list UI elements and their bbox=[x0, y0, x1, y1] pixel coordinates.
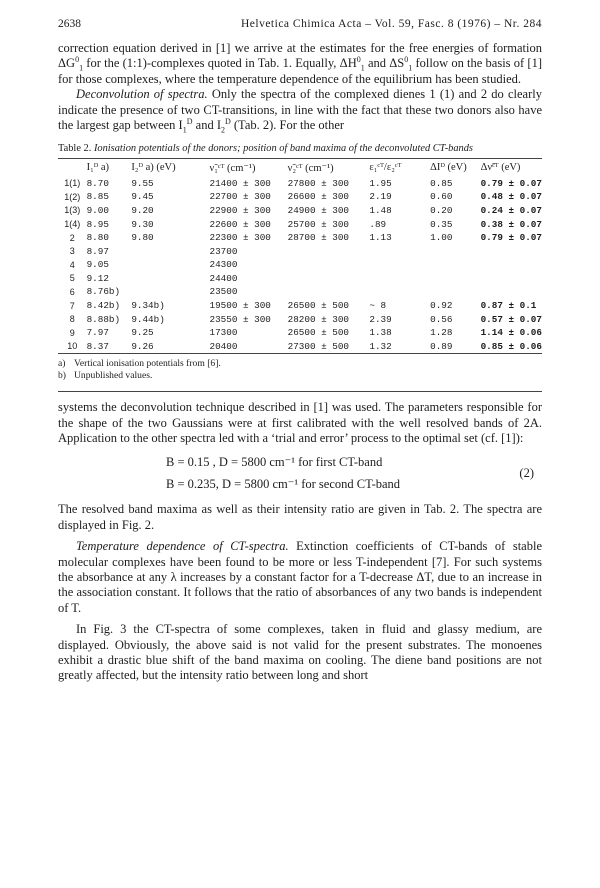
table-cell: 0.35 bbox=[430, 218, 453, 230]
table-cell: 5 bbox=[69, 273, 75, 284]
paragraph-2: Deconvolution of spectra. Only the spectra of the complexed dienes 1 (1) and 2 do clearly indicate the presence of two CT-transitions, in line with the fact that these two donors also have the largest gap between $I_1^D$ and $I_2^D$ (Tab. 2). For the other bbox=[58, 87, 542, 135]
table-cell: 2 bbox=[69, 232, 75, 243]
paragraph-6: In Fig. 3 the CT-spectra of some complexes, taken in fluid and glassy medium, are displayed. Obviously, the above said is not valid for the present substrates. The monoenes exhibit a drastic blue shift of the band maxima on cooling. The diene band positions are not greatly affected, but the intensity ratio between long and short bbox=[58, 622, 542, 683]
table-cell: 0.89 bbox=[430, 340, 453, 352]
table-cell: 1.14 ± 0.06 bbox=[480, 327, 542, 339]
table-footnotes bbox=[58, 358, 542, 382]
table-cell bbox=[288, 272, 370, 286]
table-cell: 24900 ± 300 bbox=[287, 204, 350, 216]
running-header bbox=[58, 18, 542, 34]
table-header-compound bbox=[58, 159, 87, 176]
table-cell: 26500 ± 500 bbox=[287, 327, 350, 339]
table-row bbox=[58, 299, 542, 313]
table-row bbox=[58, 217, 542, 231]
table-footnote: a) Vertical ionisation potentials from [6]. bbox=[58, 358, 221, 370]
table-cell: 9.30 bbox=[131, 218, 154, 230]
table-cell bbox=[369, 244, 430, 258]
table-2 bbox=[58, 159, 542, 353]
table-cell: 0.38 ± 0.07 bbox=[480, 218, 542, 230]
table-column-header: I₁ᴰ a) bbox=[86, 162, 110, 174]
table-cell: 9.34b) bbox=[131, 300, 165, 312]
table-cell: 2.19 bbox=[369, 191, 392, 203]
page-number: 2638 bbox=[58, 18, 81, 30]
table-cell: 8.76b) bbox=[86, 286, 121, 298]
table-cell: .89 bbox=[369, 218, 387, 230]
table-cell: 8.70 bbox=[86, 177, 109, 189]
table-cell bbox=[131, 258, 209, 272]
table-row bbox=[58, 285, 542, 299]
table-cell: 22700 ± 300 bbox=[209, 191, 271, 203]
table-cell: 17300 bbox=[209, 327, 238, 339]
table-cell: 22600 ± 300 bbox=[209, 218, 271, 230]
table-cell: 27300 ± 500 bbox=[287, 340, 350, 352]
table-header-row bbox=[58, 159, 542, 176]
table-cell: 22900 ± 300 bbox=[209, 204, 271, 216]
table-cell: 0.85 ± 0.06 bbox=[480, 340, 542, 352]
table-cell: 2.39 bbox=[369, 313, 392, 325]
paragraph-5: Temperature dependence of CT-spectra. Extinction coefficients of CT-bands of stable molecular complexes have been found to be more or less T-independent [7]. For such systems the absorbance at any λ increases by a constant factor for a T-decrease ΔT, due to an increase in the association constant. It follows that the ratio of absorbances of any two bands is independent of T. bbox=[58, 539, 542, 615]
section-heading-deconvolution: Deconvolution of spectra. bbox=[76, 87, 208, 102]
equation-line-1: B = 0.15 , D = 5800 cm⁻¹ for first CT-band bbox=[166, 455, 383, 470]
table-cell bbox=[288, 244, 370, 258]
table-row bbox=[58, 258, 542, 272]
table-column-header: ΔIᴰ (eV) bbox=[430, 162, 467, 174]
table-cell: 27800 ± 300 bbox=[287, 177, 350, 189]
table-cell bbox=[131, 285, 209, 299]
table-cell: 1.28 bbox=[430, 327, 453, 339]
table-cell: 4 bbox=[69, 259, 75, 270]
table-cell bbox=[481, 285, 542, 299]
paragraph-1: correction equation derived in [1] we arrive at the estimates for the free energies of formation $\Delta G^0_1$ for the (1:1)-complexes quoted in Tab. 1. Equally, $\Delta H^0_1$ and $\Delta S^0_1$ follow on the basis of [1] for those complexes, where the temperature dependence of the equilibrium has been studied. bbox=[58, 41, 542, 86]
table-cell: 1.95 bbox=[369, 177, 392, 189]
table-cell bbox=[288, 258, 370, 272]
table-cell: 9.25 bbox=[131, 327, 154, 339]
table-cell: 9.12 bbox=[86, 272, 109, 284]
table-cell: 9.26 bbox=[131, 340, 154, 352]
table-cell bbox=[430, 244, 480, 258]
table-row bbox=[58, 244, 542, 258]
table-cell: 1.32 bbox=[369, 340, 392, 352]
table-cell: 8.97 bbox=[86, 245, 109, 257]
table-cell: 23550 ± 300 bbox=[209, 313, 271, 325]
table-column-header: ν̃₁ᶜᵀ (cm⁻¹) bbox=[209, 162, 256, 174]
table-cell bbox=[430, 285, 480, 299]
table-cell: 0.56 bbox=[430, 313, 453, 325]
table-cell: 9.05 bbox=[86, 259, 109, 271]
table-row bbox=[58, 231, 542, 245]
table-cell: 6 bbox=[69, 286, 75, 297]
equation-number: (2) bbox=[519, 466, 534, 481]
table-cell: 3 bbox=[69, 246, 75, 257]
table-cell bbox=[481, 272, 542, 286]
table-row bbox=[58, 176, 542, 190]
table-cell bbox=[131, 272, 209, 286]
table-cell: 1.00 bbox=[430, 232, 453, 244]
table-cell: 26600 ± 300 bbox=[287, 191, 350, 203]
table-cell: 21400 ± 300 bbox=[209, 177, 271, 189]
table-cell: 7.97 bbox=[86, 327, 109, 339]
table-cell: 24400 bbox=[209, 272, 238, 284]
table-cell: 0.48 ± 0.07 bbox=[480, 191, 542, 203]
table-cell: 9.80 bbox=[131, 232, 154, 244]
table-cell: 8.42b) bbox=[86, 300, 121, 312]
table-cell: 1(1) bbox=[64, 178, 81, 189]
section-heading-temperature: Temperature dependence of CT-spectra. bbox=[76, 539, 289, 554]
table-cell: 0.79 ± 0.07 bbox=[480, 177, 542, 189]
table-cell: 7 bbox=[69, 300, 75, 311]
table-row bbox=[58, 312, 542, 326]
table-row bbox=[58, 190, 542, 204]
table-cell bbox=[288, 285, 370, 299]
table-cell: 0.92 bbox=[430, 300, 453, 312]
table-caption: Table 2. Ionisation potentials of the donors; position of band maxima of the deconvoluted CT-bands bbox=[58, 143, 473, 155]
table-cell: 1.48 bbox=[369, 204, 392, 216]
table-cell bbox=[430, 258, 480, 272]
table-row bbox=[58, 326, 542, 340]
table-cell bbox=[481, 244, 542, 258]
table-cell: 1.38 bbox=[369, 327, 392, 339]
table-cell: 8 bbox=[69, 314, 75, 325]
table-cell: 28200 ± 300 bbox=[287, 313, 350, 325]
paragraph-4: The resolved band maxima as well as their intensity ratio are given in Tab. 2. The spectra are displayed in Fig. 2. bbox=[58, 502, 542, 532]
table-cell: 8.85 bbox=[86, 191, 109, 203]
table-column-header: Δν̃ᶜᵀ (eV) bbox=[480, 162, 521, 174]
table-cell: ~ 8 bbox=[369, 300, 387, 312]
table-cell: 0.85 bbox=[430, 177, 453, 189]
table-cell bbox=[369, 285, 430, 299]
table-cell: 9.44b) bbox=[131, 313, 165, 325]
table-cell bbox=[369, 272, 430, 286]
table-cell: 1(2) bbox=[64, 191, 81, 202]
table-footnote: b) Unpublished values. bbox=[58, 370, 153, 382]
table-cell: 26500 ± 500 bbox=[287, 300, 350, 312]
equation-line-2: B = 0.235, D = 5800 cm⁻¹ for second CT-band bbox=[166, 477, 401, 492]
table-cell: 10 bbox=[67, 341, 78, 352]
table-cell: 24300 bbox=[209, 259, 238, 271]
table-cell bbox=[481, 258, 542, 272]
table-cell: 19500 ± 300 bbox=[209, 300, 271, 312]
table-cell: 0.20 bbox=[430, 204, 453, 216]
table-cell: 8.80 bbox=[86, 232, 109, 244]
table-column-header: I₂ᴰ a) (eV) bbox=[131, 162, 176, 174]
table-cell: 9.45 bbox=[131, 191, 154, 203]
table-cell: 9 bbox=[69, 327, 75, 338]
table-column-header: ε₁ᶜᵀ/ε₂ᶜᵀ bbox=[369, 162, 402, 174]
table-cell: 8.37 bbox=[86, 340, 109, 352]
paragraph-3: systems the deconvolution technique described in [1] was used. The parameters responsible for the shape of the two Gaussians were at first calibrated with the well resolved bands of 2A. Application to the other spectra led with a ‘trial and error’ process to the optimal set (cf. [1]): bbox=[58, 400, 542, 445]
table-cell: 1.13 bbox=[369, 232, 392, 244]
table-cell: 25700 ± 300 bbox=[287, 218, 350, 230]
journal-page bbox=[58, 18, 542, 684]
journal-title: Helvetica Chimica Acta – Vol. 59, Fasc. 8 (1976) – Nr. 284 bbox=[240, 18, 542, 30]
table-cell: 0.79 ± 0.07 bbox=[480, 232, 542, 244]
table-row bbox=[58, 272, 542, 286]
table-cell bbox=[369, 258, 430, 272]
table-cell: 8.95 bbox=[86, 218, 109, 230]
table-cell: 0.57 ± 0.07 bbox=[480, 313, 542, 325]
table-cell: 9.20 bbox=[131, 204, 154, 216]
table-body bbox=[58, 176, 542, 353]
table-cell: 28700 ± 300 bbox=[287, 232, 350, 244]
table-cell: 9.00 bbox=[86, 204, 109, 216]
table-cell: 0.87 ± 0.1 bbox=[480, 300, 537, 312]
table-column-header: ν̃₂ᶜᵀ (cm⁻¹) bbox=[287, 162, 334, 174]
table-cell: 20400 bbox=[209, 340, 238, 352]
equation-2 bbox=[58, 452, 542, 498]
table-row bbox=[58, 340, 542, 354]
table-cell: 23700 bbox=[209, 245, 238, 257]
table-cell: 1(4) bbox=[64, 219, 81, 230]
table-cell: 22300 ± 300 bbox=[209, 232, 271, 244]
table-cell: 9.55 bbox=[131, 177, 154, 189]
table-cell: 0.60 bbox=[430, 191, 453, 203]
table-cell: 0.24 ± 0.07 bbox=[480, 204, 542, 216]
table-cell: 23500 bbox=[209, 286, 238, 298]
table-cell: 1(3) bbox=[64, 205, 81, 216]
table-row bbox=[58, 204, 542, 218]
table-cell bbox=[131, 244, 209, 258]
table-cell bbox=[430, 272, 480, 286]
table-cell: 8.88b) bbox=[86, 313, 121, 325]
